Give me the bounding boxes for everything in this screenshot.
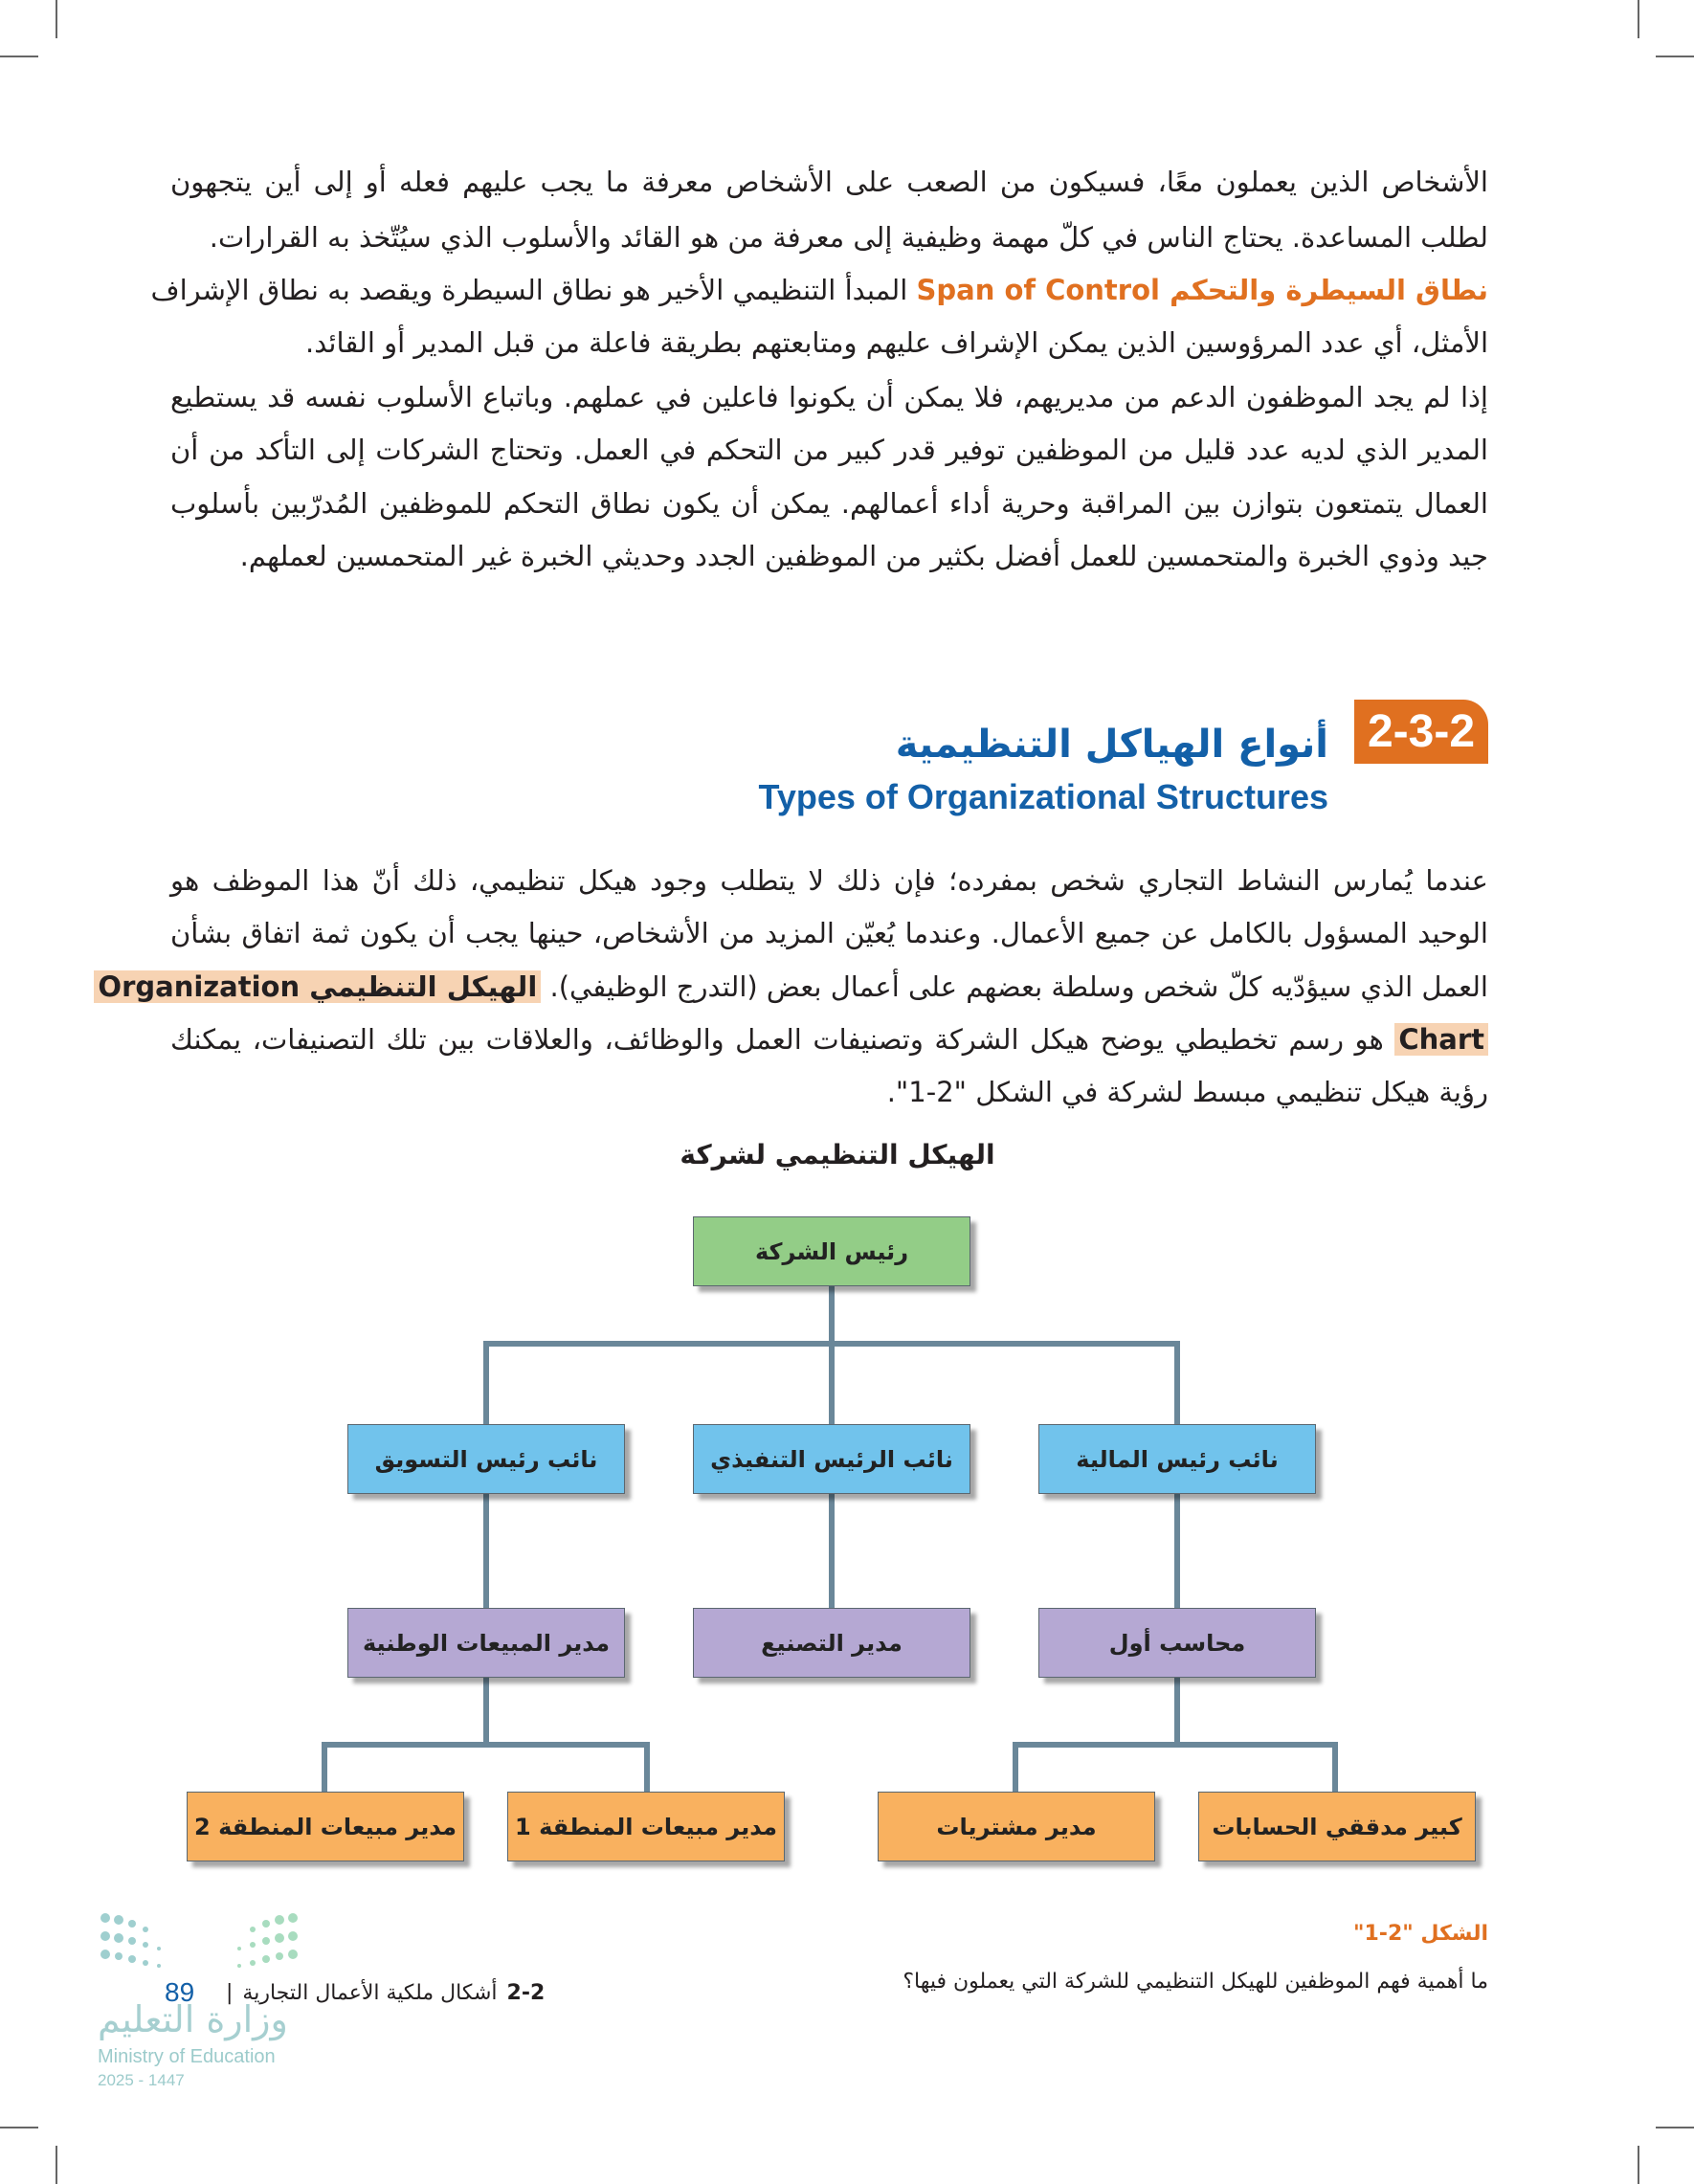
org-chart-title: الهيكل التنظيمي لشركة [680,1139,995,1170]
connector-line [1174,1492,1180,1608]
org-box-region-1-sales-manager: مدير مبيعات المنطقة 1 [507,1792,785,1861]
body-text-line: المدير الذي لديه عدد قليل من الموظفين توفير قدر كبير من التحكم في العمل. وتحتاج الشركات إلى التأكد من أن [170,434,1488,466]
connector-line [829,1284,835,1424]
crop-mark [1638,0,1639,38]
crop-mark [1656,56,1694,57]
org-box-vp-marketing: نائب رئيس التسويق [347,1424,625,1494]
connector-line [322,1742,650,1748]
crop-mark [0,2127,38,2128]
figure-question: ما أهمية فهم الموظفين للهيكل التنظيمي للشركة التي يعملون فيها؟ [903,1970,1488,1994]
org-box-region-2-sales-manager: مدير مبيعات المنطقة 2 [187,1792,464,1861]
body-text-line: جيد وذوي الخبرة والمتحمسين للعمل أفضل بكثير من الموظفين الجدد وحديثي الخبرة غير المتحمسين لعملهم. [239,540,1488,572]
connector-line [1013,1742,1338,1748]
body-text: المبدأ التنظيمي الأخير هو نطاق السيطرة ويقصد به نطاق الإشراف [150,274,917,306]
span-of-control-term: نطاق السيطرة والتحكم Span of Control [916,274,1488,306]
body-text-line [98,968,1488,1006]
connector-line [483,1677,489,1745]
ministry-logo-year: 2025 - 1447 [98,2071,185,2089]
ministry-logo-name-ar: وزارة التعليم [98,1998,288,2040]
section-title-en: Types of Organizational Structures [758,777,1328,816]
body-text-line: عندما يُمارس النشاط التجاري شخص بمفرده؛ فإن ذلك لا يتطلب وجود هيكل تنظيمي، ذلك أنّ هذا الموظف هو [170,864,1488,897]
org-chart-term: Chart [1394,1023,1488,1056]
crop-mark [56,2146,57,2184]
connector-line [1174,1677,1180,1745]
body-text-line: الأشخاص الذين يعملون معًا، فسيكون من الصعب على الأشخاص معرفة ما يجب عليهم فعله أو إلى أين يتجهون [170,166,1488,198]
org-box-vp-executive: نائب الرئيس التنفيذي [693,1424,970,1494]
crop-mark [1638,2146,1639,2184]
connector-line [829,1492,835,1608]
body-text-line: إذا لم يجد الموظفون الدعم من مديريهم، فلا يمكن أن يكونوا فاعلين في عملهم. وباتباع الأسلوب نفسه قد يستطيع [170,381,1488,413]
connector-line [483,1492,489,1608]
org-box-vp-finance: نائب رئيس المالية [1038,1424,1316,1494]
connector-line [1013,1742,1018,1792]
page-number: 89 [165,1977,195,2007]
crop-mark [56,0,57,38]
body-text: العمل الذي سيؤدّيه كلّ شخص وسلطة بعضهم على أعمال بعض (التدرج الوظيفي). [541,970,1488,1003]
connector-line [644,1742,650,1792]
chapter-title: أشكال ملكية الأعمال التجارية [242,1981,498,2005]
connector-line [483,1341,1180,1347]
body-text-line [150,271,1488,309]
body-text-line: الأمثل، أي عدد المرؤوسين الذين يمكن الإشراف عليهم ومتابعتهم بطريقة فاعلة من قبل المدير أو القائد. [304,326,1488,359]
body-text-line [170,1020,1488,1059]
section-number-badge: 2-3-2 [1354,700,1488,764]
org-box-national-sales-manager: مدير المبيعات الوطنية [347,1608,625,1678]
footer-separator: | [226,1981,234,2005]
connector-line [322,1742,327,1792]
connector-line [1332,1742,1338,1792]
org-box-manufacturing-manager: مدير التصنيع [693,1608,970,1678]
connector-line [1174,1341,1180,1424]
org-box-purchasing-manager: مدير مشتريات [878,1792,1155,1861]
body-text-line: لطلب المساعدة. يحتاج الناس في كلّ مهمة وظيفية إلى معرفة من هو القائد والأسلوب الذي سيُتّخذ به القرارات. [209,221,1488,254]
figure-caption: الشكل "2-1" [1353,1922,1488,1946]
chapter-number: 2-2 [506,1981,546,2005]
body-text: هو رسم تخطيطي يوضح هيكل الشركة وتصنيفات العمل والوظائف، والعلاقات بين تلك التصنيفات، يمكنك [170,1023,1395,1056]
body-text-line: رؤية هيكل تنظيمي مبسط لشركة في الشكل "2-1". [886,1076,1488,1108]
section-title-ar: أنواع الهياكل التنظيمية [895,723,1328,767]
org-box-president: رئيس الشركة [693,1216,970,1286]
crop-mark [1656,2127,1694,2128]
org-box-senior-accountant: محاسب أول [1038,1608,1316,1678]
body-text-line: الوحيد المسؤول بالكامل عن جميع الأعمال. وعندما يُعيّن المزيد من الأشخاص، حينها يجب أن يكون ثمة اتفاق بشأن [170,917,1488,949]
crop-mark [0,56,38,57]
ministry-logo-name-en: Ministry of Education [98,2046,276,2067]
org-box-chief-auditor: كبير مدققي الحسابات [1198,1792,1476,1861]
connector-line [483,1341,489,1424]
org-chart-term: الهيكل التنظيمي Organization [94,970,541,1003]
body-text-line: العمال يتمتعون بتوازن بين المراقبة وحرية أداء أعمالهم. يمكن أن يكون نطاق التحكم للموظفين المُدرّبين بأسلوب [170,487,1488,520]
